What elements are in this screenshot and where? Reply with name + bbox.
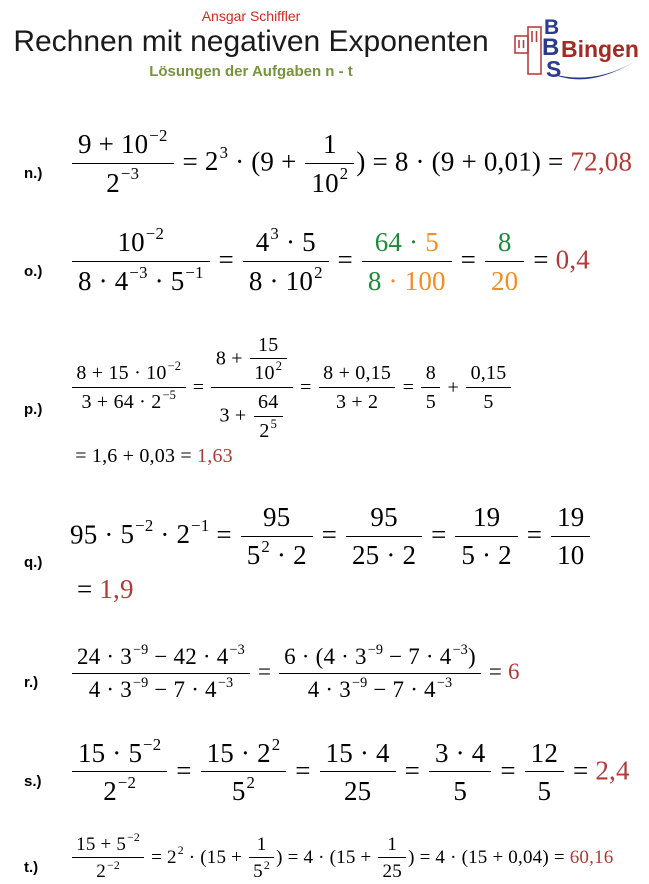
power-term: $10^{-2}$ <box>117 224 165 258</box>
power-term: $5^{-2}$ <box>120 516 154 550</box>
fraction <box>241 501 313 573</box>
power-term: $5^{-2}$ <box>128 734 162 768</box>
math-text: = <box>252 659 278 685</box>
equation-row-p <box>24 333 649 469</box>
math-text: ) <box>468 643 476 669</box>
power-term: $3^{-9}$ <box>120 641 149 669</box>
math-text: 8 <box>497 227 512 258</box>
row-label: t.) <box>24 858 39 876</box>
math-text: 20 <box>490 265 519 296</box>
page-title: Rechnen mit negativen Exponenten <box>13 25 489 58</box>
math-text: 6 · (4 · <box>284 643 355 669</box>
header <box>0 0 649 88</box>
building-icon <box>515 27 541 74</box>
fraction <box>362 226 452 298</box>
math-text: · (9 + <box>228 146 304 177</box>
math-text: 64 <box>258 391 279 414</box>
logo-swoosh-icon <box>552 62 634 79</box>
power-term: $2^2$ <box>257 734 281 768</box>
math-text: − 7 · <box>367 676 424 702</box>
math-text: − 7 · <box>383 643 440 669</box>
math-text: 8 <box>425 362 436 385</box>
row-label: r.) <box>24 674 39 692</box>
math-text: 8 · <box>77 265 115 296</box>
author-name: Ansgar Schiffler <box>201 8 301 24</box>
math-text: = <box>169 754 199 785</box>
math-text: 5 <box>483 391 494 414</box>
fraction <box>72 125 174 200</box>
math-text: = <box>70 574 100 605</box>
math-text: 8 + <box>215 347 248 370</box>
power-term: $3^{-9}$ <box>339 674 368 702</box>
power-term: $10^2$ <box>311 164 349 198</box>
math-text: ) = 4 · (15 + 0,04) = <box>408 846 570 868</box>
math-text: 6 <box>507 659 520 685</box>
math-text: = <box>424 519 454 550</box>
math-text: 72,08 <box>570 146 633 177</box>
math-text: 25 <box>343 776 372 807</box>
power-term: $4^{-3}$ <box>205 674 234 702</box>
math-text: = <box>294 375 317 398</box>
math-text: · 2 <box>269 540 307 571</box>
power-term: $5^{-1}$ <box>170 262 204 296</box>
math-text: 2,4 <box>595 754 630 785</box>
math-text: + <box>442 375 465 398</box>
power-term: $2^{-1}$ <box>176 516 210 550</box>
fraction <box>250 333 287 387</box>
math-text: 24 · <box>77 643 121 669</box>
equation <box>70 501 649 607</box>
power-term: $4^{-3}$ <box>216 641 245 669</box>
math-text: 5 <box>453 776 468 807</box>
fraction <box>72 734 167 809</box>
math-text: 3 + 2 <box>335 391 379 414</box>
math-text: 4 · <box>307 676 340 702</box>
equation <box>70 226 590 298</box>
math-text: 1,63 <box>197 444 233 467</box>
fraction <box>243 226 329 298</box>
math-text: = <box>211 244 241 275</box>
math-text: 15 · <box>77 737 129 768</box>
power-term: $5^2$ <box>246 537 270 571</box>
math-text: 5 · 2 <box>461 540 512 571</box>
fraction <box>551 501 590 573</box>
fraction <box>319 361 396 415</box>
math-text: 5 <box>425 391 436 414</box>
equation-row-n <box>24 125 649 200</box>
logo-letter-b2: B <box>542 34 560 61</box>
math-text: 0,4 <box>555 244 590 275</box>
bbs-bingen-logo <box>502 12 642 88</box>
math-text: 8 + 15 · <box>76 362 147 385</box>
logo-letter-s: S <box>546 56 562 82</box>
math-text: = <box>397 375 420 398</box>
fraction <box>201 734 287 809</box>
math-text: · <box>147 265 171 296</box>
math-text: · (15 + <box>183 846 247 868</box>
math-text: = <box>209 519 239 550</box>
math-text: 3 + 64 · <box>81 391 152 414</box>
fraction <box>249 833 274 884</box>
power-term: $3^{-9}$ <box>120 674 149 702</box>
math-text: 19 <box>472 501 501 532</box>
math-text: 1 <box>323 129 337 159</box>
math-text: 1 <box>256 833 267 855</box>
math-text: 95 · <box>70 519 121 550</box>
fraction <box>421 361 440 415</box>
math-text: · <box>153 519 177 550</box>
power-term: $2^5$ <box>259 417 277 442</box>
fraction <box>72 361 186 415</box>
math-text: = <box>566 754 596 785</box>
logo-letter-b1: B <box>544 16 560 39</box>
math-text: = 1,6 + 0,03 = <box>70 444 198 467</box>
math-text: = <box>175 146 205 177</box>
row-label: o.) <box>24 262 43 280</box>
equation <box>70 643 520 705</box>
fraction <box>254 390 283 444</box>
math-text: 0,15 <box>470 362 507 385</box>
fraction <box>378 833 406 884</box>
math-text: 60,16 <box>569 846 614 868</box>
power-term: $2^2$ <box>167 844 184 868</box>
power-term: $4^{-3}$ <box>114 262 148 296</box>
math-text: = <box>314 519 345 550</box>
fraction <box>346 501 422 573</box>
power-term: $2^{-5}$ <box>151 388 177 414</box>
power-term: $2^{-2}$ <box>96 858 120 883</box>
math-text: − 42 · <box>148 643 217 669</box>
math-text: 12 <box>530 737 559 768</box>
equation-row-r <box>24 643 649 705</box>
power-term: $2^3$ <box>204 143 229 177</box>
power-term: $4^3$ <box>255 224 279 258</box>
header-text <box>0 8 502 80</box>
power-term: $4^{-3}$ <box>424 674 453 702</box>
fraction <box>305 128 354 200</box>
math-text: 8 · <box>248 265 286 296</box>
math-text: 8 + 0,15 <box>323 362 392 385</box>
math-text: 15 · 4 <box>325 737 390 768</box>
math-text: = <box>146 846 168 868</box>
equation-row-t <box>24 833 649 884</box>
fraction <box>211 333 292 444</box>
row-label: q.) <box>24 554 43 572</box>
math-text: 5 <box>537 776 552 807</box>
fraction <box>72 833 144 884</box>
fraction <box>72 643 250 705</box>
power-term: $5^{-2}$ <box>116 831 141 855</box>
math-text: 19 <box>557 501 585 532</box>
math-text: ) = 4 · (15 + <box>276 846 377 868</box>
equation-row-o <box>24 226 649 298</box>
row-label: p.) <box>24 401 43 419</box>
math-text: 95 <box>370 501 398 532</box>
row-label: n.) <box>24 164 43 182</box>
math-text: 5 <box>418 227 439 258</box>
math-text: 3 · 4 <box>434 737 486 768</box>
math-text: 64 · <box>374 227 419 258</box>
math-text: 15 + <box>76 833 117 855</box>
math-text: 15 · <box>206 737 258 768</box>
math-text: 8 <box>367 265 382 296</box>
math-text: 95 <box>263 501 291 532</box>
math-text: 4 · <box>88 676 121 702</box>
math-text: = <box>482 659 508 685</box>
logo-name: Bingen <box>561 36 639 62</box>
math-text: = <box>330 244 360 275</box>
equation-list <box>0 125 649 884</box>
math-text: 25 <box>382 861 402 883</box>
equation <box>70 734 630 809</box>
math-text: 1,9 <box>99 574 134 605</box>
math-text: = <box>526 244 556 275</box>
math-text: 15 <box>258 333 279 356</box>
power-term: $4^{-3}$ <box>439 641 468 669</box>
math-text: 1 <box>387 833 398 855</box>
math-text: = <box>187 375 210 398</box>
power-term: $5^2$ <box>253 858 270 883</box>
math-text: · 100 <box>381 265 446 296</box>
power-term: $10^{-2}$ <box>120 125 168 159</box>
power-term: $5^2$ <box>231 773 256 807</box>
math-text: = <box>493 754 523 785</box>
fraction <box>525 737 564 809</box>
fraction <box>279 643 481 705</box>
fraction <box>485 226 524 298</box>
fraction <box>429 737 491 809</box>
math-text: 25 · 2 <box>351 540 417 571</box>
fraction <box>455 501 517 573</box>
math-text: · 5 <box>279 227 316 258</box>
equation <box>70 125 633 200</box>
power-term: $10^{-2}$ <box>146 359 182 385</box>
power-term: $2^{-2}$ <box>103 773 137 807</box>
power-term: $3^{-9}$ <box>354 641 384 669</box>
equation <box>70 333 649 469</box>
power-term: $10^2$ <box>285 262 323 296</box>
equation-row-s <box>24 734 649 809</box>
math-text: 10 <box>557 540 585 571</box>
fraction <box>72 226 210 298</box>
fraction <box>320 737 396 809</box>
row-label: s.) <box>24 773 42 791</box>
math-text: = <box>288 754 318 785</box>
power-term: $10^2$ <box>254 359 283 385</box>
math-text: 3 + <box>219 404 252 427</box>
math-text: − 7 · <box>148 676 206 702</box>
fraction <box>466 361 511 415</box>
math-text: ) = 8 · (9 + 0,01) = <box>356 146 571 177</box>
logo <box>502 12 642 88</box>
math-text: = <box>453 244 484 275</box>
math-text: = <box>519 519 550 550</box>
equation <box>70 833 613 884</box>
power-term: $2^{-3}$ <box>106 164 140 198</box>
subtitle: Lösungen der Aufgaben n - t <box>149 63 353 80</box>
math-text: = <box>397 754 428 785</box>
equation-row-q <box>24 501 649 607</box>
math-text: 9 + <box>77 129 121 159</box>
